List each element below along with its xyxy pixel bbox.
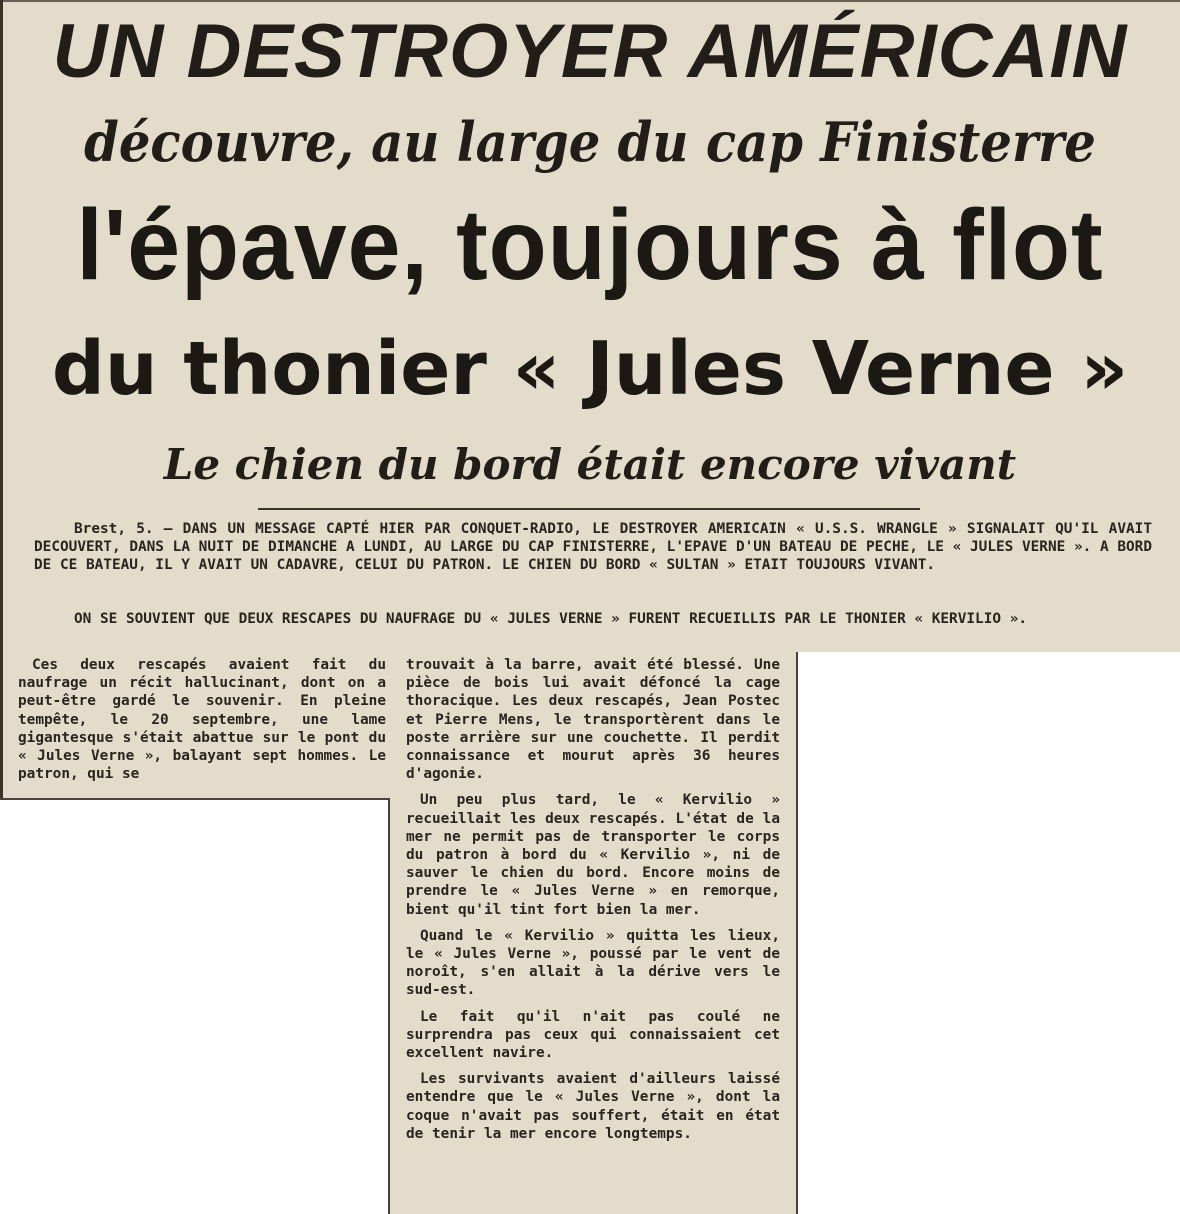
body-paragraph: Le fait qu'il n'ait pas coulé ne surprendra pas ceux qui connaissaient cet excellent navire. bbox=[406, 1008, 780, 1062]
body-paragraph: Quand le « Kervilio » quitta les lieux, le « Jules Verne », poussé par le vent de noroît, s'en allait à la dérive vers le sud-est. bbox=[406, 927, 780, 999]
headline-line-3: l'épave, toujours à flot bbox=[76, 189, 1104, 301]
body-column-right bbox=[406, 656, 780, 1143]
left-column-bottom-edge bbox=[0, 798, 390, 800]
headline-line-2: découvre, au large du cap Finisterre bbox=[84, 110, 1096, 174]
body-paragraph: Ces deux rescapés avaient fait du naufrage un récit hallucinant, dont on a peut-être gardé le souvenir. En pleine tempête, le 20 septembre, une lame gigantesque s'était abattue sur le pont du « Jules Verne », balayant sept hommes. Le patron, qui se bbox=[18, 657, 386, 783]
body-paragraph: Les survivants avaient d'ailleurs laissé entendre que le « Jules Verne », dont la coque n'avait pas souffert, était en état de tenir la mer encore longtemps. bbox=[406, 1071, 780, 1142]
clipping-top-edge bbox=[0, 0, 1180, 2]
right-column-right-edge bbox=[796, 652, 798, 1214]
lead-paragraph-1: Brest, 5. — DANS UN MESSAGE CAPTÉ HIER PAR CONQUET-RADIO, LE DESTROYER AMERICAIN « U.S.S. WRANGLE » SIGNALAIT QU'IL AVAIT DECOUVERT, DANS LA NUIT DE DIMANCHE A LUNDI, AU LARGE DU CAP FINISTERRE, L'EPAVE D'UN BATEAU DE PECHE, LE « JULES VERNE ». A BORD DE CE BATEAU, IL Y AVAIT UN CADAVRE, CELUI DU PATRON. LE CHIEN DU BORD « SULTAN » ETAIT TOUJOURS VIVANT. bbox=[34, 521, 1152, 573]
subheadline: Le chien du bord était encore vivant bbox=[163, 440, 1017, 489]
headline-line-1: UN DESTROYER AMÉRICAIN bbox=[52, 9, 1128, 94]
body-paragraph: Un peu plus tard, le « Kervilio » recueillait les deux rescapés. L'état de la mer ne permit pas de transporter le corps du patron à bord du « Kervilio », ni de sauver le chien du bord. Encore moins de prendre le « Jules Verne » en remorque, bient qu'il tint fort bien la mer. bbox=[406, 792, 780, 918]
body-column-left bbox=[18, 656, 386, 791]
right-column-left-edge bbox=[388, 800, 390, 1214]
lead-paragraph-2: ON SE SOUVIENT QUE DEUX RESCAPES DU NAUFRAGE DU « JULES VERNE » FURENT RECUEILLIS PAR LE THONIER « KERVILIO ». bbox=[74, 611, 1028, 627]
headline-line-4: du thonier « Jules Verne » bbox=[51, 326, 1129, 412]
headline-divider-rule bbox=[258, 508, 920, 510]
body-paragraph: trouvait à la barre, avait été blessé. Une pièce de bois lui avait défoncé la cage thoracique. Les deux rescapés, Jean Postec et Pierre Mens, le transportèrent dans le poste arrière sur une couchette. Il perdit connaissance et mourut après 36 heures d'agonie. bbox=[406, 657, 780, 783]
